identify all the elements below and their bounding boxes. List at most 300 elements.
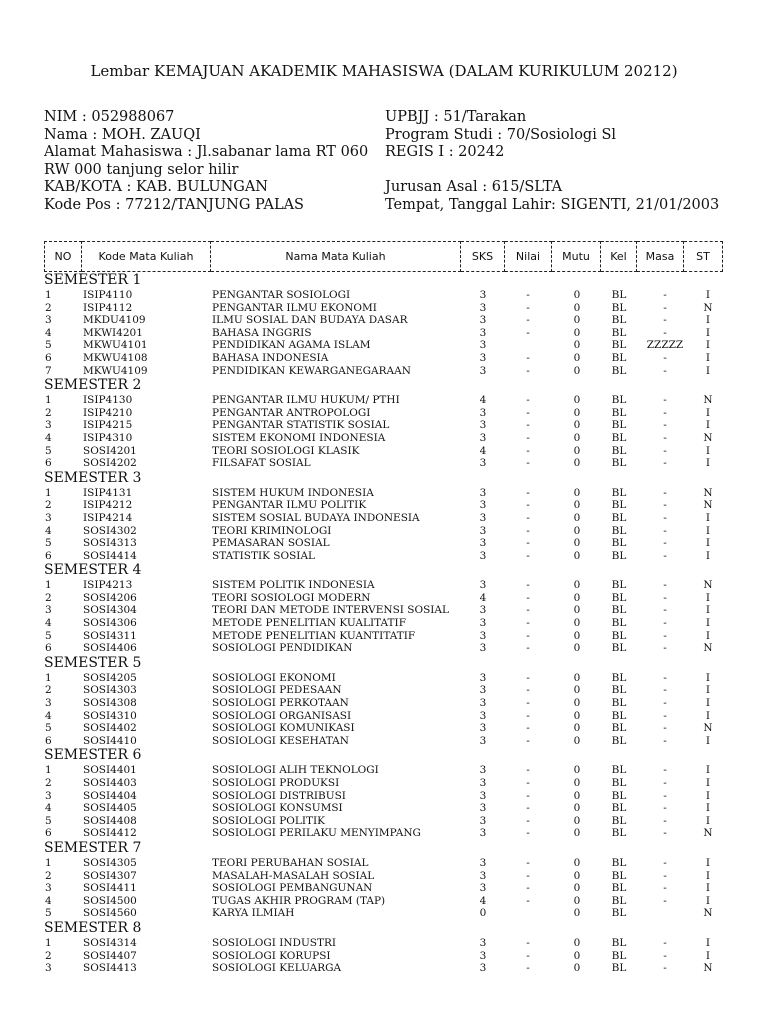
course-code: SOSI4405 (83, 802, 137, 815)
course-name: PENGANTAR ILMU EKONOMI (212, 301, 377, 314)
course-grade: - (526, 802, 530, 815)
course-grade: - (526, 722, 530, 735)
course-code: SOSI4413 (83, 962, 137, 975)
course-status: I (705, 511, 711, 524)
course-grade: - (526, 777, 530, 789)
course-quality: 0 (573, 894, 581, 907)
semester-heading: SEMESTER 3 (44, 469, 142, 486)
course-code: SOSI4410 (83, 734, 137, 747)
course-status: I (705, 777, 711, 789)
semester-heading: SEMESTER 5 (44, 654, 142, 671)
student-info-right (385, 109, 719, 214)
course-code: ISIP4131 (83, 486, 133, 499)
course-quality: 0 (573, 406, 581, 419)
course-group: BL (611, 537, 627, 550)
course-no: 4 (45, 802, 52, 815)
course-grade: - (526, 734, 530, 747)
course-code: SOSI4201 (83, 444, 137, 457)
course-code: SOSI4408 (83, 814, 137, 827)
course-sks: 3 (479, 339, 487, 352)
city-line: KAB/KOTA : KAB. BULUNGAN (44, 179, 268, 195)
address-line-1: Alamat Mahasiswa : Jl.sabanar lama RT 060 (44, 144, 369, 160)
course-name: PENDIDIKAN AGAMA ISLAM (212, 339, 371, 352)
course-grade: - (526, 936, 530, 949)
course-sks: 3 (479, 549, 487, 562)
course-group: BL (611, 789, 627, 802)
course-group: BL (611, 697, 627, 710)
course-sks: 3 (479, 419, 487, 432)
course-no: 6 (45, 457, 52, 470)
course-period: - (663, 579, 667, 592)
course-sks: 3 (479, 351, 487, 364)
course-quality: 0 (573, 314, 581, 327)
course-status: N (703, 962, 713, 975)
course-grade: - (526, 364, 530, 377)
course-period: - (663, 697, 667, 710)
course-period: - (663, 962, 667, 975)
course-sks: 3 (479, 734, 487, 747)
course-group: BL (611, 936, 627, 949)
table-row (44, 579, 724, 592)
course-grade: - (526, 394, 530, 407)
course-period: - (663, 722, 667, 735)
course-no: 3 (45, 511, 52, 524)
course-group: BL (611, 301, 627, 314)
course-code: SOSI4560 (83, 907, 137, 920)
table-row (44, 289, 724, 302)
course-grade: - (526, 579, 530, 592)
table-row (44, 365, 724, 378)
course-period: - (663, 499, 667, 512)
table-row (44, 457, 724, 470)
course-name: TEORI SOSIOLOGI KLASIK (212, 444, 360, 457)
course-sks: 3 (479, 684, 487, 697)
table-row (44, 722, 724, 735)
course-name: SISTEM EKONOMI INDONESIA (212, 431, 386, 444)
course-code: SOSI4404 (83, 789, 137, 802)
course-sks: 3 (479, 579, 487, 592)
course-name: METODE PENELITIAN KUALITATIF (212, 617, 406, 630)
table-row (44, 314, 724, 327)
course-sks: 4 (479, 394, 487, 407)
course-period: - (663, 629, 667, 642)
course-group: BL (611, 394, 627, 407)
course-no: 3 (45, 697, 52, 710)
course-code: SOSI4402 (83, 722, 137, 735)
course-group: BL (611, 591, 627, 604)
course-quality: 0 (573, 604, 581, 617)
course-name: PENGANTAR ANTROPOLOGI (212, 406, 371, 419)
course-name: SOSIOLOGI KESEHATAN (212, 734, 349, 747)
course-code: SOSI4306 (83, 617, 137, 630)
course-sks: 3 (479, 869, 487, 882)
course-period: - (663, 524, 667, 537)
table-row (44, 550, 724, 563)
course-status: N (703, 722, 713, 735)
course-name: PENGANTAR STATISTIK SOSIAL (212, 419, 390, 432)
table-row (44, 857, 724, 870)
course-quality: 0 (573, 777, 581, 789)
course-grade: - (526, 301, 530, 314)
course-no: 5 (45, 907, 52, 920)
course-name: FILSAFAT SOSIAL (212, 457, 311, 470)
course-grade: - (526, 869, 530, 882)
course-quality: 0 (573, 907, 581, 920)
course-sks: 3 (479, 882, 487, 895)
course-quality: 0 (573, 962, 581, 975)
course-name: SOSIOLOGI KORUPSI (212, 949, 331, 962)
table-row (44, 642, 724, 655)
course-group: BL (611, 856, 627, 869)
name-line: Nama : MOH. ZAUQI (44, 126, 201, 143)
course-quality: 0 (573, 579, 581, 592)
course-sks: 3 (479, 697, 487, 710)
course-no: 4 (45, 709, 52, 722)
course-quality: 0 (573, 511, 581, 524)
course-grade: - (526, 326, 530, 339)
semester-heading: SEMESTER 2 (44, 377, 142, 394)
col-header-period: Masa (637, 241, 684, 272)
course-no: 7 (45, 364, 52, 377)
course-period: - (663, 486, 667, 499)
course-status: I (705, 684, 711, 697)
course-sks: 3 (479, 789, 487, 802)
course-status: I (705, 814, 711, 827)
course-status: I (705, 697, 711, 710)
course-quality: 0 (573, 722, 581, 735)
registration-line: REGIS I : 20242 (385, 144, 505, 160)
course-sks: 3 (479, 524, 487, 537)
course-name: TEORI PERUBAHAN SOSIAL (212, 856, 369, 869)
course-status: I (705, 289, 711, 301)
course-period: - (663, 802, 667, 815)
course-quality: 0 (573, 394, 581, 407)
course-name: MASALAH-MASALAH SOSIAL (212, 869, 375, 882)
course-status: N (703, 579, 713, 592)
course-status: I (705, 419, 711, 432)
table-row (44, 407, 724, 420)
course-code: SOSI4205 (83, 671, 137, 684)
course-name: TUGAS AKHIR PROGRAM (TAP) (212, 894, 386, 907)
course-no: 3 (45, 882, 52, 895)
course-no: 1 (45, 764, 52, 777)
course-grade: - (526, 617, 530, 630)
course-quality: 0 (573, 431, 581, 444)
course-sks: 4 (479, 444, 487, 457)
table-row (44, 592, 724, 605)
course-period: - (663, 814, 667, 827)
table-row (44, 339, 724, 352)
course-quality: 0 (573, 444, 581, 457)
course-group: BL (611, 511, 627, 524)
course-name: SOSIOLOGI ALIH TEKNOLOGI (212, 764, 379, 777)
course-sks: 3 (479, 777, 487, 789)
course-group: BL (611, 326, 627, 339)
course-grade: - (526, 351, 530, 364)
course-no: 3 (45, 604, 52, 617)
course-no: 6 (45, 549, 52, 562)
course-code: ISIP4214 (83, 511, 133, 524)
course-name: SOSIOLOGI PERILAKU MENYIMPANG (212, 827, 421, 840)
table-row (44, 802, 724, 815)
course-status: N (703, 301, 713, 314)
course-group: BL (611, 314, 627, 327)
course-quality: 0 (573, 537, 581, 550)
course-quality: 0 (573, 734, 581, 747)
course-sks: 3 (479, 604, 487, 617)
table-row (44, 604, 724, 617)
course-quality: 0 (573, 764, 581, 777)
course-code: SOSI4303 (83, 684, 137, 697)
course-code: ISIP4110 (83, 289, 133, 301)
course-quality: 0 (573, 882, 581, 895)
course-grade: - (526, 789, 530, 802)
course-grade: - (526, 457, 530, 470)
course-period: - (663, 764, 667, 777)
course-group: BL (611, 777, 627, 789)
course-period: - (663, 457, 667, 470)
course-code: ISIP4212 (83, 499, 133, 512)
course-quality: 0 (573, 351, 581, 364)
course-name: TEORI SOSIOLOGI MODERN (212, 591, 371, 604)
course-period: - (663, 351, 667, 364)
semester-heading: SEMESTER 1 (44, 272, 142, 288)
course-group: BL (611, 617, 627, 630)
course-code: SOSI4202 (83, 457, 137, 470)
course-sks: 3 (479, 431, 487, 444)
course-no: 6 (45, 734, 52, 747)
table-row (44, 352, 724, 365)
course-status: I (705, 617, 711, 630)
course-code: ISIP4130 (83, 394, 133, 407)
col-header-no: NO (44, 241, 82, 272)
table-row (44, 419, 724, 432)
table-row (44, 327, 724, 340)
course-status: N (703, 907, 713, 920)
course-status: I (705, 936, 711, 949)
course-status: I (705, 869, 711, 882)
table-row (44, 937, 724, 950)
course-status: I (705, 894, 711, 907)
birth-place-date-line: Tempat, Tanggal Lahir: SIGENTI, 21/01/2003 (385, 196, 720, 213)
course-period: - (663, 856, 667, 869)
course-group: BL (611, 734, 627, 747)
semester-heading: SEMESTER 7 (44, 839, 142, 856)
course-status: I (705, 314, 711, 327)
course-status: I (705, 524, 711, 537)
course-period: - (663, 642, 667, 655)
course-sks: 3 (479, 671, 487, 684)
course-code: SOSI4314 (83, 936, 137, 949)
course-code: SOSI4313 (83, 537, 137, 550)
course-period: - (663, 591, 667, 604)
course-name: SOSIOLOGI ORGANISASI (212, 709, 352, 722)
course-status: N (703, 486, 713, 499)
semester-heading: SEMESTER 4 (44, 562, 142, 579)
table-row (44, 777, 724, 790)
course-grade: - (526, 314, 530, 327)
course-no: 1 (45, 856, 52, 869)
course-sks: 3 (479, 722, 487, 735)
course-period: - (663, 394, 667, 407)
course-grade: - (526, 827, 530, 840)
table-row (44, 512, 724, 525)
course-name: SOSIOLOGI PEDESAAN (212, 684, 342, 697)
course-no: 4 (45, 326, 52, 339)
course-quality: 0 (573, 591, 581, 604)
course-name: SISTEM HUKUM INDONESIA (212, 486, 374, 499)
course-quality: 0 (573, 949, 581, 962)
course-period: ZZZZZ (646, 339, 684, 352)
course-no: 5 (45, 444, 52, 457)
course-quality: 0 (573, 936, 581, 949)
course-status: I (705, 591, 711, 604)
course-period: - (663, 431, 667, 444)
table-row (44, 815, 724, 828)
course-no: 2 (45, 591, 52, 604)
course-group: BL (611, 524, 627, 537)
course-status: I (705, 604, 711, 617)
course-sks: 3 (479, 406, 487, 419)
course-group: BL (611, 486, 627, 499)
course-status: I (705, 856, 711, 869)
course-code: SOSI4411 (83, 882, 137, 895)
course-group: BL (611, 684, 627, 697)
course-sks: 3 (479, 962, 487, 975)
col-header-course-name: Nama Mata Kuliah (211, 241, 461, 272)
col-header-group: Kel (601, 241, 637, 272)
course-quality: 0 (573, 814, 581, 827)
course-no: 5 (45, 339, 52, 352)
course-sks: 3 (479, 499, 487, 512)
course-period: - (663, 364, 667, 377)
course-code: MKWU4101 (83, 339, 148, 352)
col-header-grade: Nilai (505, 241, 552, 272)
course-period: - (663, 444, 667, 457)
table-row (44, 827, 724, 840)
course-quality: 0 (573, 642, 581, 655)
course-name: STATISTIK SOSIAL (212, 549, 316, 562)
course-status: N (703, 499, 713, 512)
nim-line: NIM : 052988067 (44, 109, 175, 125)
course-period: - (663, 671, 667, 684)
course-name: PEMASARAN SOSIAL (212, 537, 330, 550)
course-sks: 3 (479, 802, 487, 815)
course-group: BL (611, 642, 627, 655)
course-quality: 0 (573, 419, 581, 432)
course-status: N (703, 431, 713, 444)
course-group: BL (611, 709, 627, 722)
course-group: BL (611, 671, 627, 684)
course-sks: 3 (479, 289, 487, 301)
course-no: 2 (45, 499, 52, 512)
course-period: - (663, 511, 667, 524)
course-status: N (703, 394, 713, 407)
course-code: MKDU4109 (83, 314, 146, 327)
course-no: 2 (45, 869, 52, 882)
course-group: BL (611, 962, 627, 975)
course-grade: - (526, 709, 530, 722)
course-quality: 0 (573, 856, 581, 869)
course-name: PENGANTAR SOSIOLOGI (212, 289, 351, 301)
course-no: 5 (45, 537, 52, 550)
course-code: MKWU4109 (83, 364, 148, 377)
course-period: - (663, 604, 667, 617)
course-table-header (44, 241, 723, 272)
course-quality: 0 (573, 339, 581, 352)
course-no: 4 (45, 524, 52, 537)
course-code: SOSI4407 (83, 949, 137, 962)
course-group: BL (611, 764, 627, 777)
course-name: SOSIOLOGI DISTRIBUSI (212, 789, 346, 802)
course-period: - (663, 827, 667, 840)
course-period: - (663, 314, 667, 327)
course-name: METODE PENELITIAN KUANTITATIF (212, 629, 416, 642)
course-grade: - (526, 524, 530, 537)
course-no: 4 (45, 431, 52, 444)
course-status: I (705, 549, 711, 562)
course-code: SOSI4414 (83, 549, 137, 562)
course-no: 2 (45, 406, 52, 419)
course-status: I (705, 339, 711, 352)
course-no: 5 (45, 814, 52, 827)
course-status: I (705, 764, 711, 777)
course-quality: 0 (573, 789, 581, 802)
course-quality: 0 (573, 499, 581, 512)
course-quality: 0 (573, 671, 581, 684)
course-grade: - (526, 856, 530, 869)
blank-line (385, 162, 719, 180)
course-code: ISIP4310 (83, 431, 133, 444)
postal-code-line: Kode Pos : 77212/TANJUNG PALAS (44, 196, 304, 213)
course-quality: 0 (573, 802, 581, 815)
course-code: SOSI4310 (83, 709, 137, 722)
table-row (44, 790, 724, 803)
course-status: N (703, 827, 713, 840)
course-code: SOSI4308 (83, 697, 137, 710)
course-grade: - (526, 671, 530, 684)
course-group: BL (611, 289, 627, 301)
course-grade: - (526, 962, 530, 975)
course-no: 4 (45, 894, 52, 907)
course-period: - (663, 789, 667, 802)
course-grade: - (526, 814, 530, 827)
course-name: PENGANTAR ILMU HUKUM/ PTHI (212, 394, 400, 407)
table-row (44, 537, 724, 550)
upbjj-line: UPBJJ : 51/Tarakan (385, 109, 527, 125)
course-grade: - (526, 684, 530, 697)
course-group: BL (611, 457, 627, 470)
course-group: BL (611, 629, 627, 642)
table-row (44, 394, 724, 407)
course-quality: 0 (573, 617, 581, 630)
course-group: BL (611, 604, 627, 617)
origin-major-line: Jurusan Asal : 615/SLTA (385, 179, 563, 195)
course-sks: 3 (479, 814, 487, 827)
course-grade: - (526, 697, 530, 710)
table-row (44, 950, 724, 963)
course-group: BL (611, 882, 627, 895)
course-period: - (663, 419, 667, 432)
course-no: 5 (45, 722, 52, 735)
course-period: - (663, 709, 667, 722)
course-name: PENDIDIKAN KEWARGANEGARAAN (212, 364, 411, 377)
course-quality: 0 (573, 684, 581, 697)
table-row (44, 617, 724, 630)
course-quality: 0 (573, 629, 581, 642)
course-sks: 3 (479, 537, 487, 550)
course-no: 2 (45, 684, 52, 697)
